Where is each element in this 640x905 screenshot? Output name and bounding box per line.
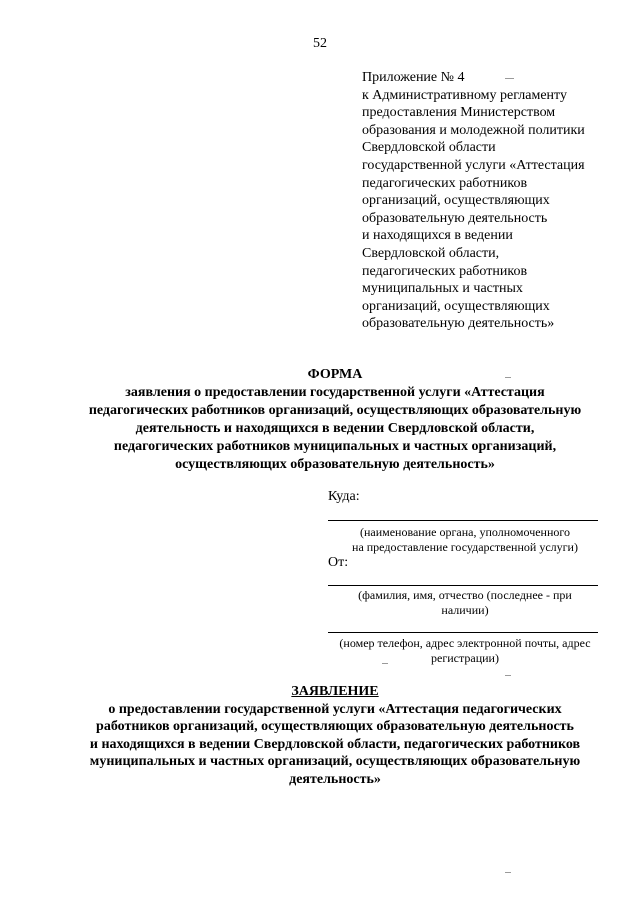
contact-caption-line: (номер телефон, адрес электронной почты, адрес — [339, 636, 591, 650]
application-line: работников организаций, осуществляющих образовательную деятельность — [96, 719, 574, 735]
contact-field-line[interactable] — [328, 632, 598, 633]
to-caption-line: на предоставление государственной услуги) — [352, 540, 578, 554]
contact-caption-line: регистрации) — [431, 651, 499, 665]
appendix-line: Свердловской области — [362, 140, 496, 156]
application-title: ЗАЯВЛЕНИЕ — [291, 684, 379, 699]
appendix-line: муниципальных и частных — [362, 281, 523, 297]
form-title: ФОРМА — [307, 367, 363, 382]
form-heading — [40, 366, 630, 474]
from-caption-line: (фамилия, имя, отчество (последнее - при — [358, 588, 572, 602]
scan-mark — [505, 377, 511, 378]
appendix-line: Свердловской области, — [362, 245, 500, 261]
page-number: 52 — [313, 36, 327, 51]
form-heading-line: осуществляющих образовательную деятельность» — [175, 457, 495, 472]
contact-caption — [320, 636, 610, 666]
to-label: Куда: — [328, 489, 360, 504]
to-caption — [320, 525, 610, 555]
form-heading-line: заявления о предоставлении государственной услуги «Аттестация — [125, 385, 545, 400]
application-line: муниципальных и частных организаций, осуществляющих образовательную — [89, 754, 581, 770]
appendix-line: педагогических работников — [362, 175, 528, 191]
from-label: От: — [328, 555, 349, 570]
appendix-line: организаций, осуществляющих — [362, 193, 550, 209]
to-field-line[interactable] — [328, 520, 598, 521]
from-caption-line: наличии) — [441, 603, 489, 617]
form-heading-line: педагогических работников муниципальных и частных организаций, — [113, 439, 557, 454]
appendix-line: педагогических работников — [362, 263, 528, 279]
form-heading-line: педагогических работников организаций, осуществляющих образовательную — [88, 403, 582, 418]
application-line: о предоставлении государственной услуги «Аттестация педагогических — [108, 701, 562, 717]
scan-mark — [505, 675, 511, 676]
appendix-line: образования и молодежной политики — [362, 122, 585, 138]
appendix-line: организаций, осуществляющих — [362, 298, 550, 314]
appendix-line: образовательную деятельность — [362, 210, 548, 226]
scan-mark — [505, 872, 511, 873]
application-heading — [40, 683, 630, 789]
scan-mark — [382, 663, 388, 664]
appendix-line: образовательную деятельность» — [362, 316, 555, 332]
form-heading-line: деятельность и находящихся в ведении Свердловской области, — [135, 421, 535, 436]
application-line: и находящихся в ведении Свердловской области, педагогических работников — [89, 736, 581, 752]
from-caption — [320, 588, 610, 618]
from-field-line[interactable] — [328, 585, 598, 586]
to-caption-line: (наименование органа, уполномоченного — [359, 525, 571, 539]
scan-mark — [505, 78, 514, 79]
appendix-note — [362, 69, 634, 333]
appendix-line: Приложение № 4 — [362, 70, 465, 85]
appendix-line: и находящихся в ведении — [362, 228, 513, 244]
appendix-line: предоставления Министерством — [362, 105, 556, 121]
application-line: деятельность» — [289, 771, 381, 787]
appendix-line: государственной услуги «Аттестация — [362, 157, 585, 173]
appendix-line: к Административному регламенту — [362, 87, 567, 103]
